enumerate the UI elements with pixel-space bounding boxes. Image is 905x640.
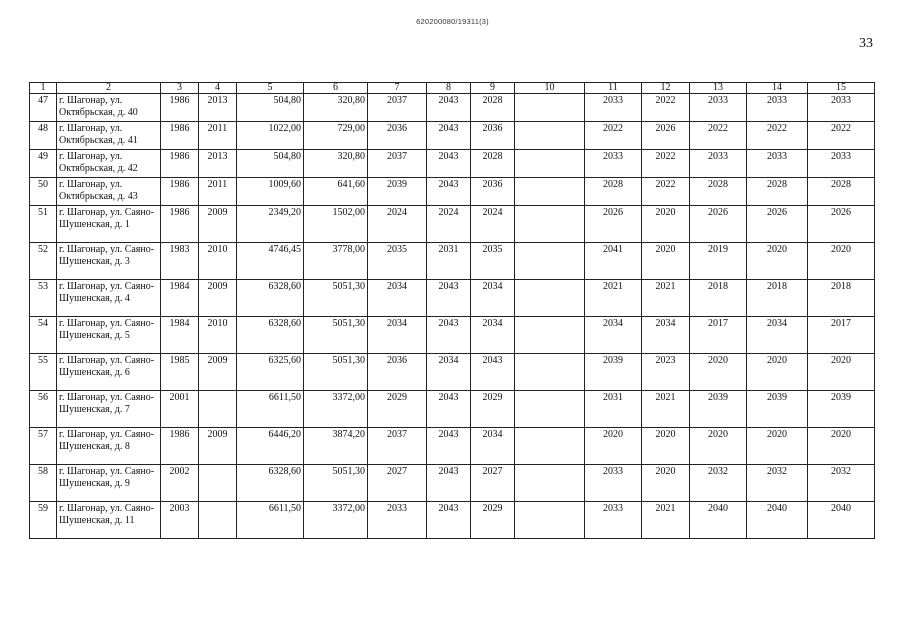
data-cell: 1984 xyxy=(161,280,199,317)
data-cell: 2022 xyxy=(690,122,747,150)
data-cell: 2020 xyxy=(808,243,875,280)
data-cell: 729,00 xyxy=(304,122,368,150)
data-cell: 3874,20 xyxy=(304,428,368,465)
table-row xyxy=(30,428,875,465)
data-cell: 504,80 xyxy=(237,94,304,122)
address-cell: г. Шагонар, ул. Октябрьская, д. 42 xyxy=(57,150,161,178)
data-cell: 2032 xyxy=(808,465,875,502)
row-number-cell: 58 xyxy=(30,465,57,502)
data-cell: 2028 xyxy=(747,178,808,206)
data-cell: 2024 xyxy=(427,206,471,243)
data-cell xyxy=(515,280,585,317)
data-cell: 2021 xyxy=(585,280,642,317)
data-cell: 2020 xyxy=(642,206,690,243)
data-cell: 2021 xyxy=(642,502,690,539)
row-number-cell: 59 xyxy=(30,502,57,539)
data-cell: 2020 xyxy=(642,465,690,502)
column-header: 7 xyxy=(368,83,427,94)
column-header: 9 xyxy=(471,83,515,94)
data-cell: 2003 xyxy=(161,502,199,539)
data-cell: 2033 xyxy=(747,94,808,122)
table-row xyxy=(30,391,875,428)
data-cell: 2034 xyxy=(368,280,427,317)
data-cell: 6446,20 xyxy=(237,428,304,465)
data-cell: 2027 xyxy=(471,465,515,502)
data-cell: 1022,00 xyxy=(237,122,304,150)
table-row xyxy=(30,317,875,354)
table-row xyxy=(30,178,875,206)
column-header: 13 xyxy=(690,83,747,94)
data-cell: 2034 xyxy=(471,317,515,354)
data-cell: 2023 xyxy=(642,354,690,391)
data-cell: 5051,30 xyxy=(304,354,368,391)
data-cell: 2020 xyxy=(747,428,808,465)
data-cell: 2040 xyxy=(690,502,747,539)
data-cell xyxy=(515,178,585,206)
column-header: 3 xyxy=(161,83,199,94)
data-cell: 2011 xyxy=(199,122,237,150)
data-cell: 1502,00 xyxy=(304,206,368,243)
data-cell: 2028 xyxy=(471,150,515,178)
data-cell: 2020 xyxy=(642,428,690,465)
address-cell: г. Шагонар, ул. Саяно-Шушенская, д. 7 xyxy=(57,391,161,428)
data-cell: 2021 xyxy=(642,280,690,317)
column-header: 14 xyxy=(747,83,808,94)
data-cell xyxy=(515,391,585,428)
data-cell: 2018 xyxy=(747,280,808,317)
data-cell: 2043 xyxy=(427,178,471,206)
data-cell: 1009,60 xyxy=(237,178,304,206)
data-cell: 2037 xyxy=(368,150,427,178)
row-number-cell: 51 xyxy=(30,206,57,243)
data-cell: 2017 xyxy=(808,317,875,354)
column-header: 6 xyxy=(304,83,368,94)
data-cell: 504,80 xyxy=(237,150,304,178)
column-header: 8 xyxy=(427,83,471,94)
data-cell: 2013 xyxy=(199,94,237,122)
data-cell: 2031 xyxy=(427,243,471,280)
housing-register-table xyxy=(29,82,875,539)
data-cell: 320,80 xyxy=(304,150,368,178)
data-cell: 2039 xyxy=(808,391,875,428)
data-cell: 2011 xyxy=(199,178,237,206)
column-header: 4 xyxy=(199,83,237,94)
table-row xyxy=(30,280,875,317)
page-number: 33 xyxy=(859,36,873,51)
data-cell: 2027 xyxy=(368,465,427,502)
data-cell: 2033 xyxy=(585,94,642,122)
data-cell xyxy=(515,317,585,354)
data-cell: 2043 xyxy=(427,280,471,317)
data-cell xyxy=(515,243,585,280)
data-cell: 2037 xyxy=(368,94,427,122)
data-cell: 2021 xyxy=(642,391,690,428)
data-cell: 2039 xyxy=(747,391,808,428)
data-cell: 2034 xyxy=(471,280,515,317)
address-cell: г. Шагонар, ул. Октябрьская, д. 41 xyxy=(57,122,161,150)
data-cell: 2036 xyxy=(368,354,427,391)
data-cell: 2022 xyxy=(642,94,690,122)
data-cell: 2020 xyxy=(642,243,690,280)
data-cell: 1986 xyxy=(161,150,199,178)
data-cell: 1986 xyxy=(161,178,199,206)
data-cell: 2039 xyxy=(368,178,427,206)
data-cell: 6328,60 xyxy=(237,465,304,502)
data-cell: 3372,00 xyxy=(304,502,368,539)
data-cell: 641,60 xyxy=(304,178,368,206)
column-header: 1 xyxy=(30,83,57,94)
data-cell xyxy=(515,502,585,539)
column-header: 5 xyxy=(237,83,304,94)
data-cell: 2028 xyxy=(471,94,515,122)
column-header: 10 xyxy=(515,83,585,94)
data-cell: 2043 xyxy=(427,465,471,502)
data-cell: 5051,30 xyxy=(304,465,368,502)
column-header: 11 xyxy=(585,83,642,94)
row-number-cell: 50 xyxy=(30,178,57,206)
data-cell: 2033 xyxy=(585,150,642,178)
address-cell: г. Шагонар, ул. Октябрьская, д. 43 xyxy=(57,178,161,206)
row-number-cell: 47 xyxy=(30,94,57,122)
data-cell: 2032 xyxy=(747,465,808,502)
data-cell: 2022 xyxy=(642,150,690,178)
data-cell: 2028 xyxy=(808,178,875,206)
data-cell xyxy=(199,465,237,502)
data-cell: 2039 xyxy=(585,354,642,391)
data-cell: 2017 xyxy=(690,317,747,354)
row-number-cell: 48 xyxy=(30,122,57,150)
data-cell xyxy=(515,428,585,465)
address-cell: г. Шагонар, ул. Саяно-Шушенская, д. 3 xyxy=(57,243,161,280)
data-cell: 2019 xyxy=(690,243,747,280)
data-cell: 2036 xyxy=(471,178,515,206)
data-cell: 2022 xyxy=(808,122,875,150)
data-cell: 2018 xyxy=(808,280,875,317)
table-row xyxy=(30,206,875,243)
address-cell: г. Шагонар, ул. Саяно-Шушенская, д. 11 xyxy=(57,502,161,539)
data-cell: 1986 xyxy=(161,206,199,243)
data-cell: 2043 xyxy=(427,94,471,122)
data-cell xyxy=(515,122,585,150)
data-cell: 2022 xyxy=(585,122,642,150)
data-cell: 2026 xyxy=(808,206,875,243)
data-cell: 2033 xyxy=(747,150,808,178)
data-cell: 2026 xyxy=(690,206,747,243)
data-cell: 2010 xyxy=(199,243,237,280)
column-header: 2 xyxy=(57,83,161,94)
table-row xyxy=(30,122,875,150)
data-cell: 2349,20 xyxy=(237,206,304,243)
data-cell: 2037 xyxy=(368,428,427,465)
data-cell xyxy=(515,465,585,502)
data-cell: 2043 xyxy=(427,391,471,428)
address-cell: г. Шагонар, ул. Саяно-Шушенская, д. 1 xyxy=(57,206,161,243)
data-cell xyxy=(199,391,237,428)
data-cell: 2033 xyxy=(808,150,875,178)
data-cell: 2035 xyxy=(368,243,427,280)
data-cell: 2043 xyxy=(471,354,515,391)
data-cell: 1986 xyxy=(161,122,199,150)
data-cell: 2022 xyxy=(642,178,690,206)
data-cell: 1986 xyxy=(161,94,199,122)
data-cell: 2039 xyxy=(690,391,747,428)
data-cell: 2036 xyxy=(368,122,427,150)
data-cell: 3372,00 xyxy=(304,391,368,428)
row-number-cell: 56 xyxy=(30,391,57,428)
data-cell: 2026 xyxy=(642,122,690,150)
data-cell: 2034 xyxy=(427,354,471,391)
table-row xyxy=(30,354,875,391)
data-cell: 2033 xyxy=(368,502,427,539)
data-cell: 2033 xyxy=(690,94,747,122)
row-number-cell: 55 xyxy=(30,354,57,391)
table-body xyxy=(30,94,875,539)
address-cell: г. Шагонар, ул. Саяно-Шушенская, д. 9 xyxy=(57,465,161,502)
data-cell: 2001 xyxy=(161,391,199,428)
data-cell: 2020 xyxy=(808,354,875,391)
data-cell: 320,80 xyxy=(304,94,368,122)
data-cell: 2033 xyxy=(585,465,642,502)
data-cell: 1986 xyxy=(161,428,199,465)
data-cell: 2020 xyxy=(747,243,808,280)
address-cell: г. Шагонар, ул. Саяно-Шушенская, д. 5 xyxy=(57,317,161,354)
data-cell: 2036 xyxy=(471,122,515,150)
data-cell: 5051,30 xyxy=(304,317,368,354)
data-cell: 6611,50 xyxy=(237,391,304,428)
data-cell xyxy=(199,502,237,539)
row-number-cell: 53 xyxy=(30,280,57,317)
data-cell: 2033 xyxy=(585,502,642,539)
data-cell: 6325,60 xyxy=(237,354,304,391)
data-cell: 2002 xyxy=(161,465,199,502)
data-cell xyxy=(515,94,585,122)
data-cell: 6328,60 xyxy=(237,317,304,354)
data-cell: 2024 xyxy=(471,206,515,243)
row-number-cell: 57 xyxy=(30,428,57,465)
data-cell: 6611,50 xyxy=(237,502,304,539)
data-cell: 2028 xyxy=(690,178,747,206)
data-cell: 2029 xyxy=(368,391,427,428)
data-cell: 2034 xyxy=(747,317,808,354)
data-cell: 5051,30 xyxy=(304,280,368,317)
data-cell: 2043 xyxy=(427,150,471,178)
data-cell: 6328,60 xyxy=(237,280,304,317)
data-cell: 2043 xyxy=(427,317,471,354)
data-cell: 2020 xyxy=(808,428,875,465)
data-cell: 2018 xyxy=(690,280,747,317)
data-cell: 2024 xyxy=(368,206,427,243)
row-number-cell: 54 xyxy=(30,317,57,354)
data-cell: 1983 xyxy=(161,243,199,280)
data-cell: 2029 xyxy=(471,502,515,539)
data-cell: 1985 xyxy=(161,354,199,391)
data-cell: 2013 xyxy=(199,150,237,178)
table-row xyxy=(30,94,875,122)
data-cell: 2032 xyxy=(690,465,747,502)
data-cell: 2026 xyxy=(585,206,642,243)
address-cell: г. Шагонар, ул. Саяно-Шушенская, д. 8 xyxy=(57,428,161,465)
data-cell: 2026 xyxy=(747,206,808,243)
data-cell: 2035 xyxy=(471,243,515,280)
row-number-cell: 52 xyxy=(30,243,57,280)
data-cell: 2009 xyxy=(199,280,237,317)
data-cell: 2043 xyxy=(427,428,471,465)
table-row xyxy=(30,502,875,539)
data-cell: 2034 xyxy=(642,317,690,354)
data-cell: 2033 xyxy=(808,94,875,122)
data-cell: 2029 xyxy=(471,391,515,428)
data-cell: 2031 xyxy=(585,391,642,428)
data-cell: 2020 xyxy=(585,428,642,465)
table-row xyxy=(30,465,875,502)
column-number-row xyxy=(30,83,875,94)
address-cell: г. Шагонар, ул. Саяно-Шушенская, д. 4 xyxy=(57,280,161,317)
data-cell: 2034 xyxy=(585,317,642,354)
data-cell: 2020 xyxy=(690,354,747,391)
data-cell: 2034 xyxy=(368,317,427,354)
address-cell: г. Шагонар, ул. Саяно-Шушенская, д. 6 xyxy=(57,354,161,391)
data-cell: 2010 xyxy=(199,317,237,354)
data-cell xyxy=(515,354,585,391)
table-row xyxy=(30,243,875,280)
data-cell: 4746,45 xyxy=(237,243,304,280)
data-cell: 2020 xyxy=(747,354,808,391)
data-cell: 2028 xyxy=(585,178,642,206)
address-cell: г. Шагонар, ул. Октябрьская, д. 40 xyxy=(57,94,161,122)
data-cell xyxy=(515,150,585,178)
data-cell: 2041 xyxy=(585,243,642,280)
data-cell: 2043 xyxy=(427,502,471,539)
data-cell: 2009 xyxy=(199,428,237,465)
data-cell: 2022 xyxy=(747,122,808,150)
data-cell: 2009 xyxy=(199,354,237,391)
data-cell: 1984 xyxy=(161,317,199,354)
data-cell: 3778,00 xyxy=(304,243,368,280)
data-cell: 2009 xyxy=(199,206,237,243)
data-cell xyxy=(515,206,585,243)
column-header: 15 xyxy=(808,83,875,94)
data-cell: 2040 xyxy=(808,502,875,539)
data-cell: 2020 xyxy=(690,428,747,465)
data-cell: 2034 xyxy=(471,428,515,465)
data-cell: 2033 xyxy=(690,150,747,178)
row-number-cell: 49 xyxy=(30,150,57,178)
data-cell: 2043 xyxy=(427,122,471,150)
data-cell: 2040 xyxy=(747,502,808,539)
document-id: 620200080/19311(3) xyxy=(416,17,489,26)
table-row xyxy=(30,150,875,178)
column-header: 12 xyxy=(642,83,690,94)
